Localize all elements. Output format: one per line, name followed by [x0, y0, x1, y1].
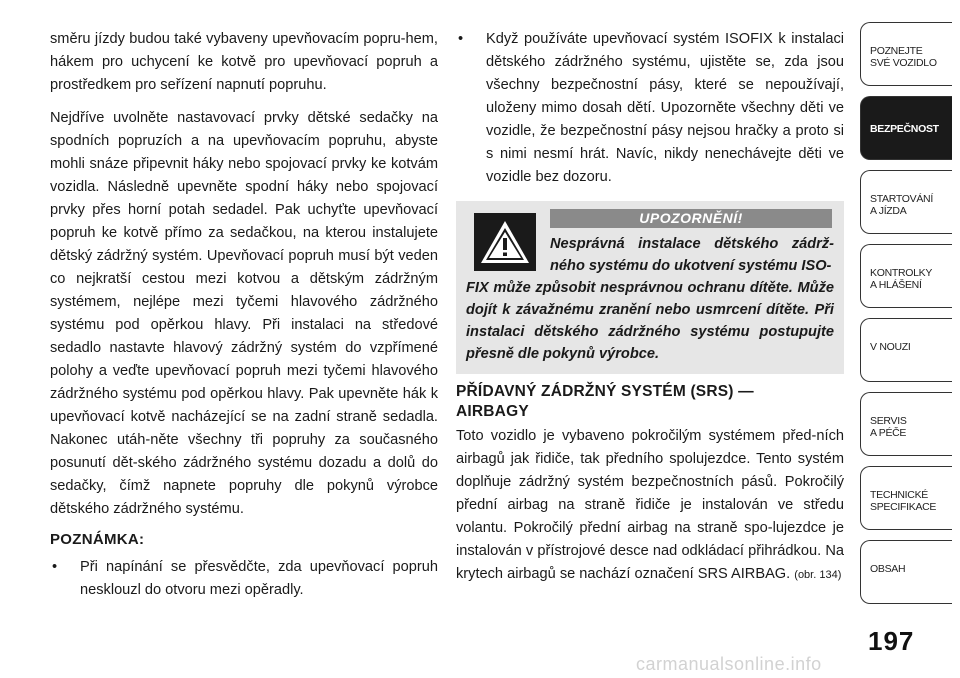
tab-label: A HLÁŠENÍ [870, 279, 922, 291]
tab-label: BEZPEČNOST [870, 123, 939, 135]
tab-label: KONTROLKY [870, 267, 933, 279]
right-column [456, 28, 844, 597]
isofix-bullet-text: Když používáte upevňovací systém ISOFIX k instalaci dětského zádržného systému, ujistěte se, zda jsou všechny bezpečnostní pásy, které se nepoužívají, uloženy mimo dosah dětí. Upozorněte všechny děti ve vozidle, že bezpečnostní pásy nejsou hračky a proto si s nimi nesmí hrát. Navíc, nikdy nenechávejte děti ve vozidle bez dozoru. [486, 31, 844, 185]
left-column [50, 28, 438, 614]
tab-label: A JÍZDA [870, 205, 907, 217]
warning-box [456, 201, 844, 374]
section-heading-srs [456, 382, 844, 422]
warning-text-continued: FIX může způsobit nesprávnou ochranu dítěte. Může dojít k závažnému zranění nebo usmrcení dítěte. Při instalaci dětského zádržného systému postupujte přesně dle pokynů výrobce. [466, 280, 834, 362]
airbags-text: Toto vozidlo je vybaveno pokročilým systémem před-ních airbagů jak řidiče, tak předního spolujezdce. Tento systém doplňuje zádržný systém bezpečnostních pásů. Pokročilý přední airbag na straně řidiče je instalován ve středu volantu. Pokročilý přední airbag na straně spo-lujezdce je instalován v přístrojové desce nad odkládací přihrádkou. Na krytech airbagů se nachází označení SRS AIRBAG. [456, 428, 844, 582]
tab-label: STARTOVÁNÍ [870, 193, 933, 205]
figure-reference-link[interactable]: (obr. 134) [794, 569, 842, 581]
warning-title: UPOZORNĚNÍ! [550, 209, 832, 228]
bullet-dot: • [52, 559, 58, 575]
tab-label: SERVIS [870, 415, 907, 427]
isofix-bullet [456, 28, 844, 189]
warning-text-start: Nesprávná instalace dětského zádrž-ného systému do ukotvení systému ISO- [550, 236, 834, 274]
tab-safety[interactable] [860, 96, 952, 160]
note-bullet-text: Při napínání se přesvědčte, zda upevňovací popruh nesklouzl do otvoru mezi opěradly. [80, 559, 438, 598]
tab-label: V NOUZI [870, 341, 911, 353]
section-heading-line2: AIRBAGY [456, 403, 529, 420]
paragraph-airbags [456, 425, 844, 587]
tab-label: SPECIFIKACE [870, 501, 937, 513]
tab-label: POZNEJTE [870, 45, 923, 57]
note-bullet [50, 556, 438, 602]
chapter-tabs [860, 22, 960, 614]
paragraph-tether-intro: směru jízdy budou také vybaveny upevňovacím popru-hem, hákem pro uchycení ke kotvě pro upevňovací popruh a prostředkem pro seřízení napnutí popruhu. [50, 31, 438, 93]
tab-starting-and-driving[interactable] [860, 170, 952, 234]
tab-label: A PÉČE [870, 427, 907, 439]
note-heading: POZNÁMKA: [50, 531, 145, 548]
watermark: carmanualsonline.info [636, 654, 822, 674]
bullet-dot: • [458, 31, 464, 47]
page-number: 197 [868, 626, 915, 656]
paragraph-installation-steps: Nejdříve uvolněte nastavovací prvky dětské sedačky na spodních popruzích a na upevňovacím popruhu, abyste mohli snáze připevnit háky nebo spojovací prvky ke kotvám vozidla. Následně upevněte spodní háky nebo spojovací prvky přes horní potah sedadel. Pak uchyťte upevňovací popruh ke kotvě přímo za sedačkou, na kterou instalujete dětský zádržný systém. Upevňovací popruh musí být veden co nejkratší cestou mezi kotvou a dětským zádržným systémem, nejlépe mezi tyčemi hlavového zádržného systému pod opěrkou hlavy. Při instalaci na středové sedadlo nastavte hlavový zádržný systém do vzpřímené polohy a veďte upevňovací popruh mezi tyčemi hlavového zádržného systému pod opěrkou hlavy. Pak upevněte hák k upevňovací kotvě nacházející se na zadní straně sedadla. Nakonec utáh-něte všechny tři popruhy za současného posunutí dět-ského zádržného systému dozadu a dolů do sedačky, čímž napnete popruhy dle pokynů výrobce dětského zádržného systému. [50, 110, 438, 517]
tab-label: SVÉ VOZIDLO [870, 57, 937, 69]
tab-label: OBSAH [870, 563, 906, 575]
tab-specifications[interactable] [860, 466, 952, 530]
tab-service[interactable] [860, 392, 952, 456]
tab-contents[interactable] [860, 540, 952, 604]
tab-indicators[interactable] [860, 244, 952, 308]
warning-triangle-icon [474, 213, 536, 271]
tab-know-your-vehicle[interactable] [860, 22, 952, 86]
section-heading-line1: PŘÍDAVNÝ ZÁDRŽNÝ SYSTÉM (SRS) — [456, 383, 754, 400]
tab-emergency[interactable] [860, 318, 952, 382]
tab-label: TECHNICKÉ [870, 489, 928, 501]
